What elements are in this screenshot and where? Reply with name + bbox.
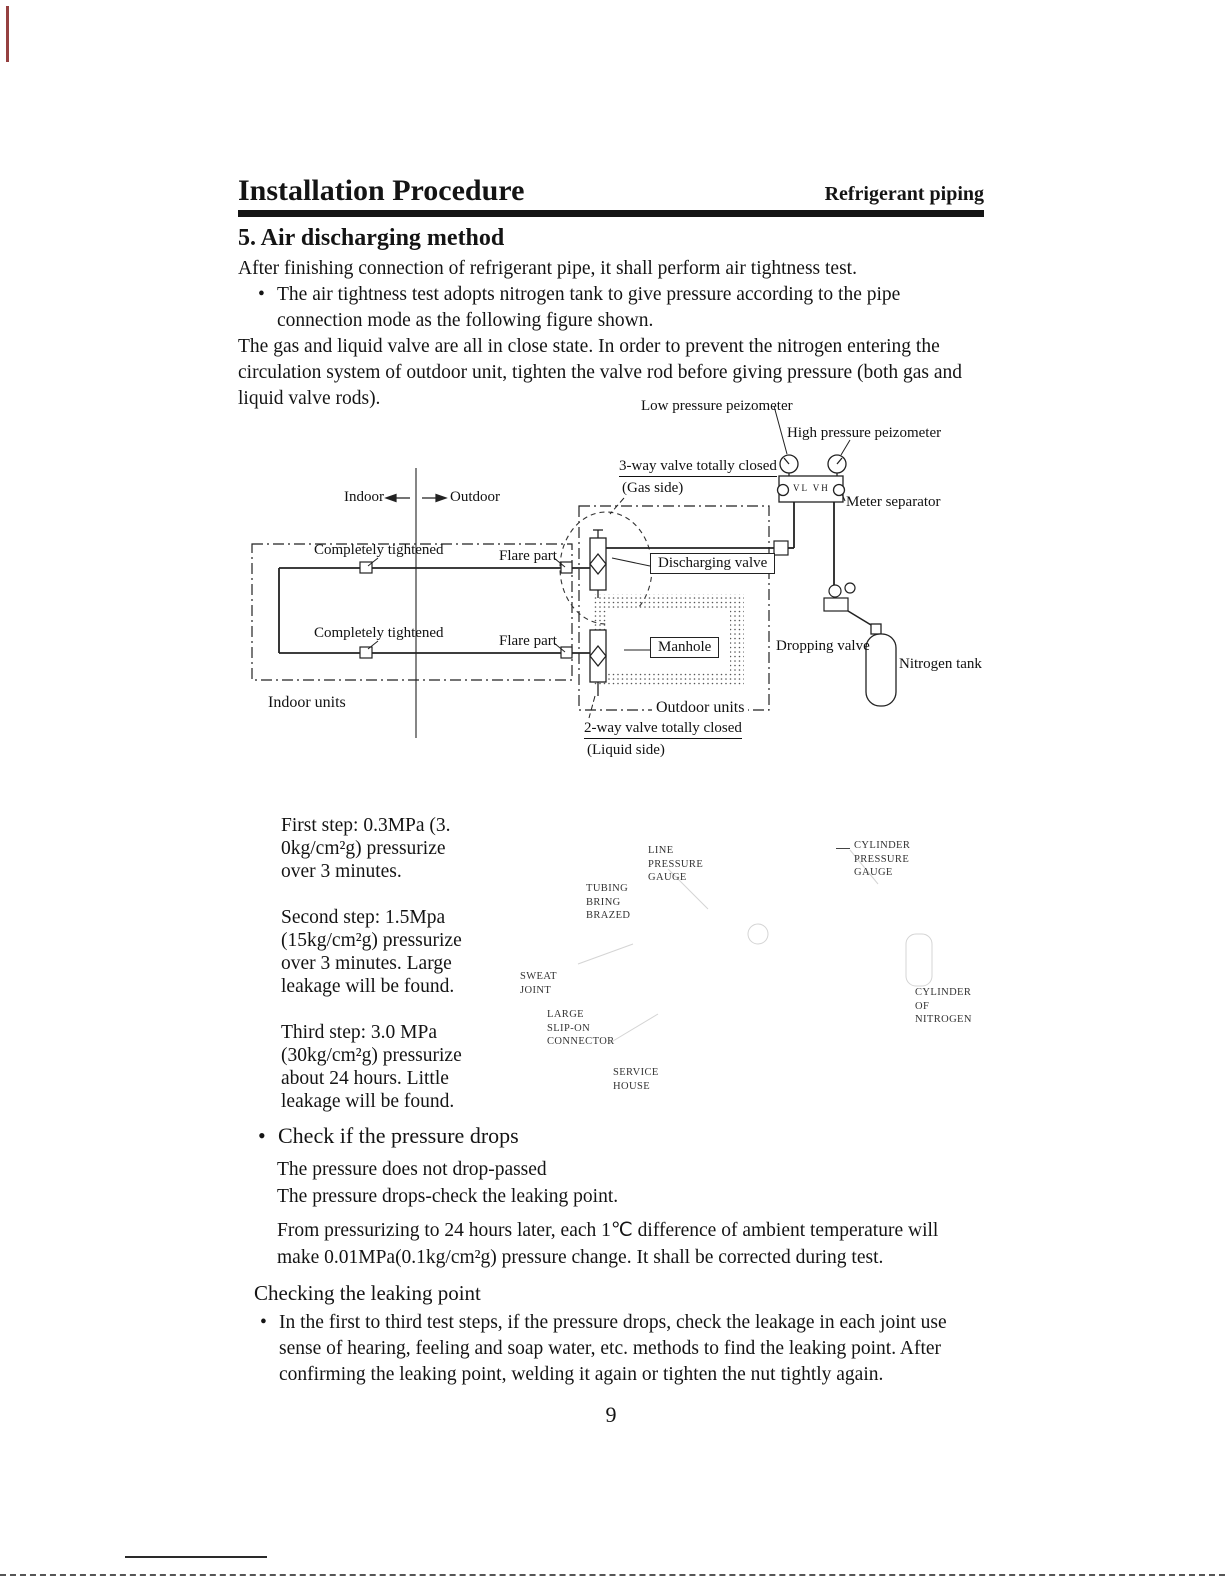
label-meter-separator: Meter separator xyxy=(846,494,941,510)
three-way-valve xyxy=(590,530,606,598)
label-indoor: Indoor xyxy=(344,489,384,505)
label-outdoor-units: Outdoor units xyxy=(652,699,748,717)
bullet-marker: • xyxy=(258,284,265,305)
label-flare-part-bottom: Flare part xyxy=(499,633,557,649)
header-subtitle: Refrigerant piping xyxy=(824,183,984,205)
pressure-steps-region xyxy=(238,814,984,1116)
label-completely-tightened-top: Completely tightened xyxy=(314,542,444,558)
nitrogen-tank-shape xyxy=(866,624,896,706)
valve-state-paragraph: The gas and liquid valve are all in close state. In order to prevent the nitrogen entering the circulation system of outdoor unit, tighten the valve rod before giving pressure (both gas and liquid valve rods). xyxy=(238,336,963,409)
page-edge-artifact-solid xyxy=(125,1556,267,1558)
bullet-marker: • xyxy=(260,1312,267,1333)
label-indoor-units: Indoor units xyxy=(268,694,346,711)
step-first: First step: 0.3MPa (3. 0kg/cm²g) pressurize over 3 minutes. xyxy=(281,815,451,882)
temperature-correction-paragraph: From pressurizing to 24 hours later, each 1℃ difference of ambient temperature will make 0.01MPa(0.1kg/cm²g) pressure change. It shall be corrected during test. xyxy=(277,1220,939,1268)
leaking-point-heading: Checking the leaking point xyxy=(254,1281,481,1305)
step-third: Third step: 3.0 MPa (30kg/cm²g) pressurize about 24 hours. Little leakage will be found. xyxy=(281,1022,462,1112)
label-low-pressure-peizometer: Low pressure peizometer xyxy=(641,398,793,414)
meter-separator-assembly xyxy=(778,455,847,502)
label-cylinder-pressure-gauge: CYLINDER PRESSURE GAUGE xyxy=(854,840,911,879)
label-completely-tightened-bottom: Completely tightened xyxy=(314,625,444,641)
page-content xyxy=(238,172,984,1428)
tightened-valve-bottom xyxy=(360,647,372,658)
check-pressure-heading: Check if the pressure drops xyxy=(278,1123,519,1148)
bullet-text: The air tightness test adopts nitrogen tank to give pressure according to the pipe connection mode as the following figure shown. xyxy=(277,284,901,331)
manifold-handle-left xyxy=(778,485,789,496)
two-way-valve xyxy=(590,630,606,696)
leaking-point-bullet-row xyxy=(260,1310,984,1388)
piping-diagram xyxy=(238,398,984,768)
label-nitrogen-tank: Nitrogen tank xyxy=(899,656,982,672)
label-three-way-valve: 3-way valve totally closed xyxy=(619,458,777,477)
label-liquid-side: (Liquid side) xyxy=(587,742,665,758)
header-rule xyxy=(238,210,984,217)
cylinder-gauge-leader-line xyxy=(836,848,850,849)
label-line-pressure-gauge: LINE PRESSURE GAUGE xyxy=(648,845,704,884)
label-tubing-bring-brazed: TUBING BRING BRAZED xyxy=(586,883,631,922)
section-heading: 5. Air discharging method xyxy=(238,225,505,251)
page-number: 9 xyxy=(605,1402,617,1427)
check-result-passed: The pressure does not drop-passed xyxy=(277,1159,547,1180)
label-high-pressure-peizometer: High pressure peizometer xyxy=(787,425,942,441)
dropping-valve-assembly xyxy=(824,583,876,628)
bullet-marker: • xyxy=(258,1123,266,1148)
label-two-way-valve: 2-way valve totally closed xyxy=(584,720,742,739)
label-large-slip-on-connector: LARGE SLIP-ON CONNECTOR xyxy=(547,1009,615,1048)
line-fitting xyxy=(774,541,788,555)
label-cylinder-of-nitrogen: CYLINDER OF NITROGEN xyxy=(915,987,972,1026)
manifold-handle-right xyxy=(834,485,845,496)
label-discharging-valve: Discharging valve xyxy=(650,553,775,574)
page-edge-artifact-dashed xyxy=(0,1574,1225,1576)
label-sweat-joint: SWEAT JOINT xyxy=(520,971,557,996)
label-service-house: SERVICE HOUSE xyxy=(613,1067,659,1092)
label-outdoor: Outdoor xyxy=(450,489,500,505)
check-result-drops: The pressure drops-check the leaking point. xyxy=(277,1186,619,1207)
label-flare-part-top: Flare part xyxy=(499,548,557,564)
flare-nut-bottom xyxy=(561,647,572,658)
label-manifold-ports: VL VH xyxy=(793,483,830,493)
document-header xyxy=(238,172,984,206)
piping-diagram-drawing xyxy=(238,398,984,768)
intro-paragraph: After finishing connection of refrigerant pipe, it shall perform air tightness test. xyxy=(238,258,857,279)
label-dropping-valve: Dropping valve xyxy=(776,638,870,654)
discharge-line xyxy=(606,502,834,598)
flare-nut-top xyxy=(561,562,572,573)
label-manhole: Manhole xyxy=(650,637,719,658)
step-second: Second step: 1.5Mpa (15kg/cm²g) pressurize over 3 minutes. Large leakage will be found. xyxy=(281,907,462,997)
page-title: Installation Procedure xyxy=(238,174,525,207)
leaking-point-text: In the first to third test steps, if the pressure drops, check the leakage in each joint use sense of hearing, feeling and soap water, etc. methods to find the leaking point. After confirming the leaking point, welding it again or tighten the nut tightly again. xyxy=(279,1312,947,1385)
bullet-item-air-tightness xyxy=(258,282,984,334)
label-gas-side: (Gas side) xyxy=(622,480,684,496)
scan-artifact-mark xyxy=(6,6,9,62)
